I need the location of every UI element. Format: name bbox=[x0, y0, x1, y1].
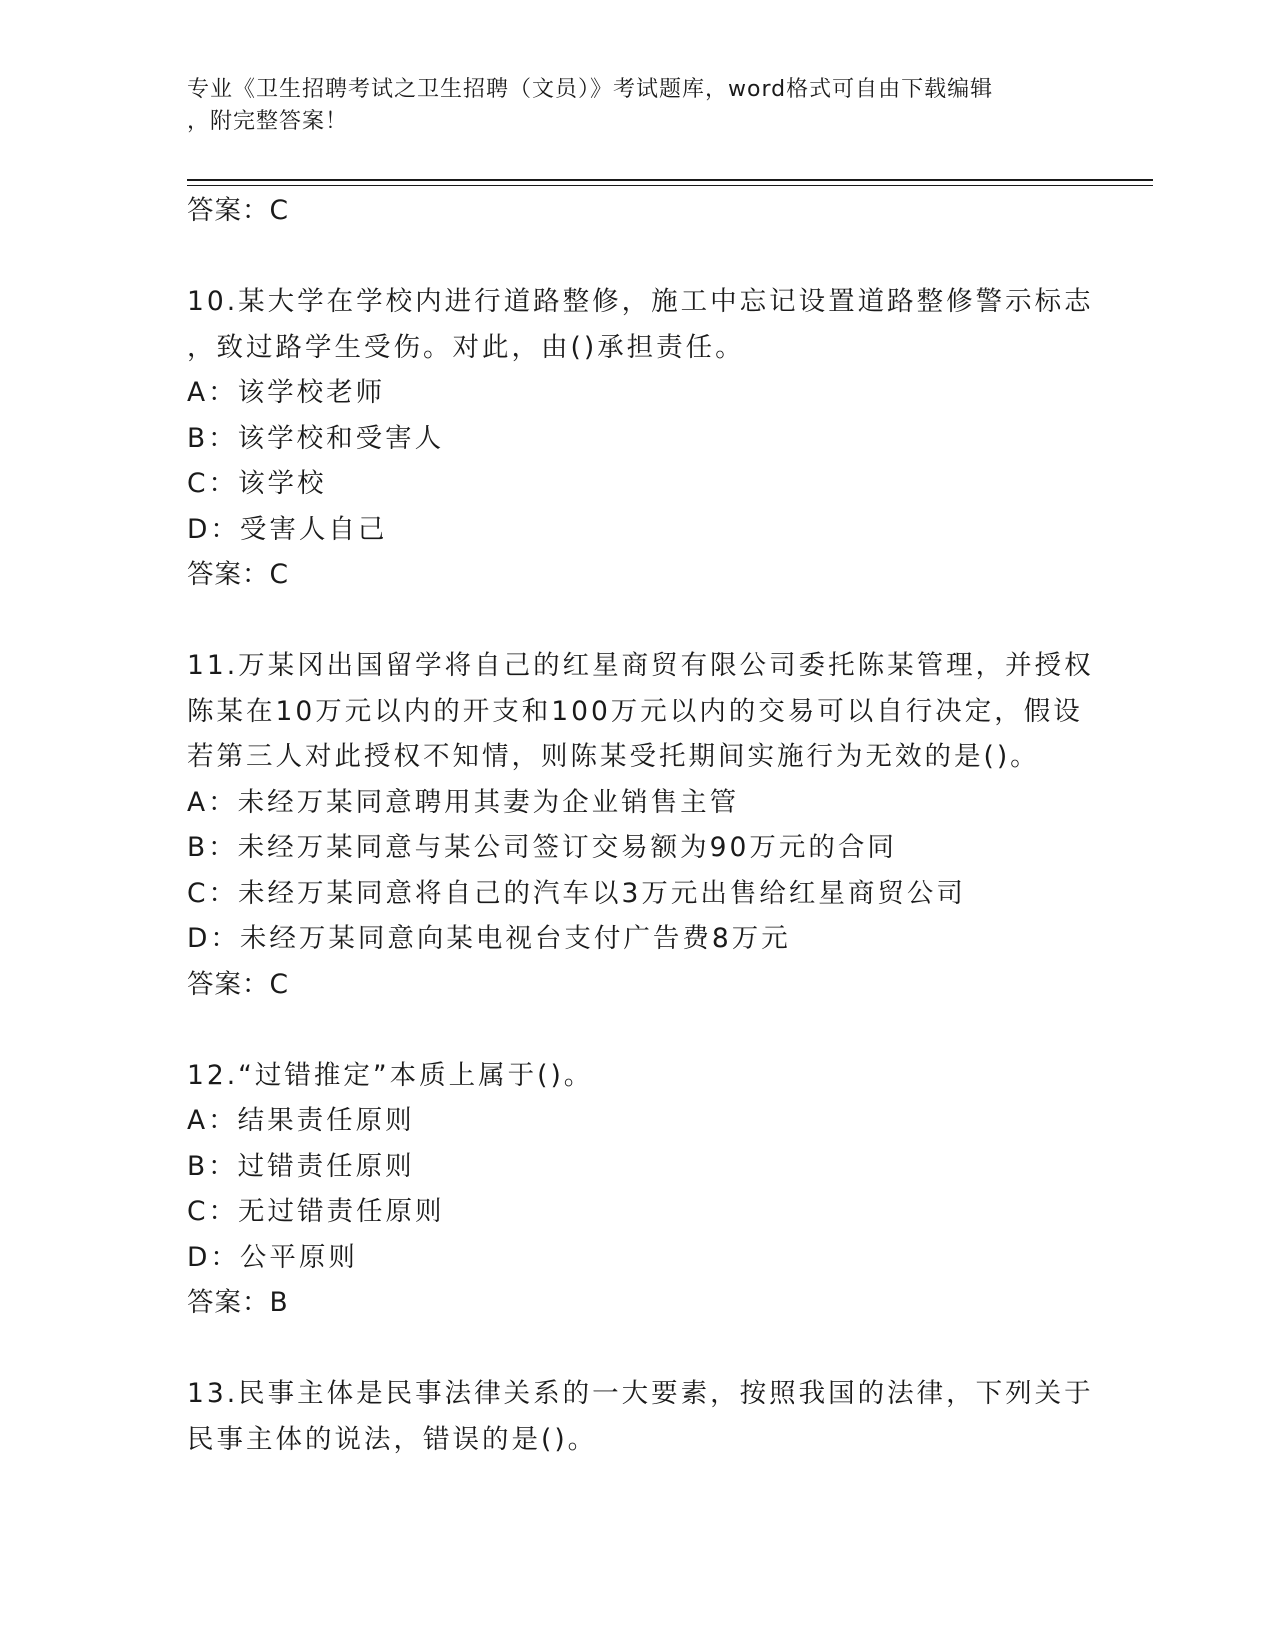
q11-option-a: A：未经万某同意聘用其妻为企业销售主管 bbox=[187, 786, 740, 818]
answer-q10: 答案：C bbox=[187, 559, 290, 590]
q11-stem: 若第三人对此授权不知情，则陈某受托期间实施行为无效的是()。 bbox=[187, 741, 1040, 772]
header-divider-thin bbox=[187, 185, 1153, 186]
page-header: 专业《卫生招聘考试之卫生招聘（文员）》考试题库，word格式可自由下载编辑 ，附完整答案！ bbox=[187, 77, 994, 134]
spacer bbox=[187, 598, 1087, 644]
q11-option-d: D：未经万某同意向某电视台支付广告费8万元 bbox=[187, 923, 791, 954]
question-content bbox=[187, 188, 1094, 1462]
q10-option-b: B：该学校和受害人 bbox=[187, 422, 445, 454]
spacer bbox=[187, 1007, 1087, 1053]
q13-stem: 13.民事主体是民事法律关系的一大要素，按照我国的法律，下列关于 bbox=[187, 1378, 1094, 1409]
q12-option-c: C：无过错责任原则 bbox=[187, 1196, 445, 1227]
q12-option-a: A：结果责任原则 bbox=[187, 1105, 415, 1136]
q10-option-a: A：该学校老师 bbox=[187, 377, 386, 408]
q11-option-b: B：未经万某同意与某公司签订交易额为90万元的合同 bbox=[187, 832, 897, 863]
answer-q12: 答案：B bbox=[187, 1287, 289, 1318]
q12-stem: 12.“过错推定”本质上属于()。 bbox=[187, 1059, 594, 1091]
q10-stem: ，致过路学生受伤。对此，由()承担责任。 bbox=[187, 331, 745, 363]
q12-option-b: B：过错责任原则 bbox=[187, 1150, 415, 1182]
spacer bbox=[187, 234, 1087, 280]
q11-stem: 11.万某冈出国留学将自己的红星商贸有限公司委托陈某管理，并授权 bbox=[187, 650, 1094, 681]
q11-stem: 陈某在10万元以内的开支和100万元以内的交易可以自行决定，假设 bbox=[187, 695, 1083, 727]
q10-stem: 10.某大学在学校内进行道路整修，施工中忘记设置道路整修警示标志 bbox=[187, 286, 1094, 317]
q11-option-c: C：未经万某同意将自己的汽车以3万元出售给红星商贸公司 bbox=[187, 877, 966, 909]
q10-option-c: C：该学校 bbox=[187, 468, 327, 499]
q10-option-d: D：受害人自己 bbox=[187, 513, 388, 545]
header-divider-thick bbox=[187, 179, 1153, 181]
answer-q9: 答案：C bbox=[187, 195, 290, 226]
q12-option-d: D：公平原则 bbox=[187, 1241, 358, 1273]
answer-q11: 答案：C bbox=[187, 968, 290, 1000]
q13-stem: 民事主体的说法，错误的是()。 bbox=[187, 1423, 598, 1455]
spacer bbox=[187, 1326, 1087, 1372]
